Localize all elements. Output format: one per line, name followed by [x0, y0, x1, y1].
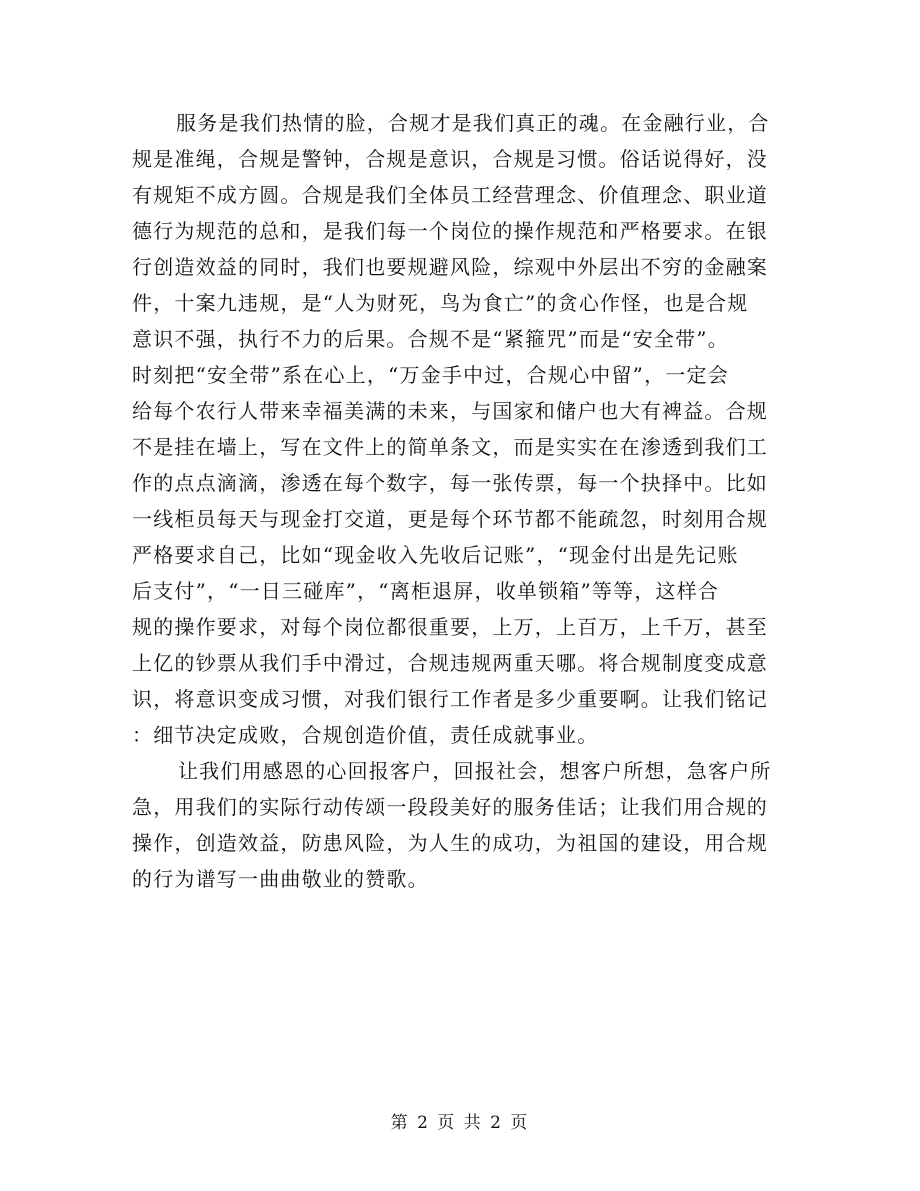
page-footer: 第 2 页 共 2 页: [390, 1113, 530, 1133]
text-line: 不是挂在墙上，写在文件上的简单条文，而是实实在在渗透到我们工: [132, 435, 768, 459]
paragraph-1: [132, 105, 776, 753]
text-line: 操作，创造效益，防患风险，为人生的成功，为祖国的建设，用合规: [132, 831, 768, 855]
text-line: 一线柜员每天与现金打交道，更是每个环节都不能疏忽，时刻用合规: [132, 507, 768, 531]
text-line: 有规矩不成方圆。合规是我们全体员工经营理念、价值理念、职业道: [132, 183, 768, 207]
text-line: 急，用我们的实际行动传颂一段段美好的服务佳话；让我们用合规的: [132, 795, 768, 819]
text-line: 识，将意识变成习惯，对我们银行工作者是多少重要啊。让我们铭记: [132, 687, 768, 711]
text-line: 规是准绳，合规是警钟，合规是意识，合规是习惯。俗话说得好，没: [132, 147, 768, 171]
document-body: [132, 105, 776, 897]
text-line: 意识不强，执行不力的后果。合规不是“紧箍咒”而是“安全带”。: [132, 327, 729, 351]
paragraph-2: [132, 753, 776, 897]
text-line: 的行为谱写一曲曲敬业的赞歌。: [132, 867, 429, 891]
text-line: 时刻把“安全带”系在心上，“万金手中过，合规心中留”，一定会: [132, 363, 729, 387]
text-line: 件，十案九违规，是“人为财死，鸟为食亡”的贪心作怪，也是合规: [132, 291, 749, 315]
text-line: 严格要求自己，比如“现金收入先收后记账”，“现金付出是先记账: [132, 543, 739, 567]
text-line: 德行为规范的总和，是我们每一个岗位的操作规范和严格要求。在银: [132, 219, 768, 243]
text-line: 规的操作要求，对每个岗位都很重要，上万，上百万，上千万，甚至: [132, 615, 768, 639]
text-line: ：细节决定成败，合规创造价值，责任成就事业。: [132, 723, 599, 747]
text-line: 服务是我们热情的脸，合规才是我们真正的魂。在金融行业，合: [176, 111, 770, 135]
text-line: 行创造效益的同时，我们也要规避风险，综观中外层出不穷的金融案: [132, 255, 768, 279]
text-line: 让我们用感恩的心回报客户，回报社会，想客户所想，急客户所: [178, 759, 772, 783]
text-line: 上亿的钞票从我们手中滑过，合规违规两重天哪。将合规制度变成意: [132, 651, 768, 675]
text-line: 后支付”，“一日三碰库”，“离柜退屏，收单锁箱”等等，这样合: [132, 579, 720, 603]
text-line: 作的点点滴滴，渗透在每个数字，每一张传票，每一个抉择中。比如: [132, 471, 768, 495]
text-line: 给每个农行人带来幸福美满的未来，与国家和储户也大有裨益。合规: [132, 399, 768, 423]
